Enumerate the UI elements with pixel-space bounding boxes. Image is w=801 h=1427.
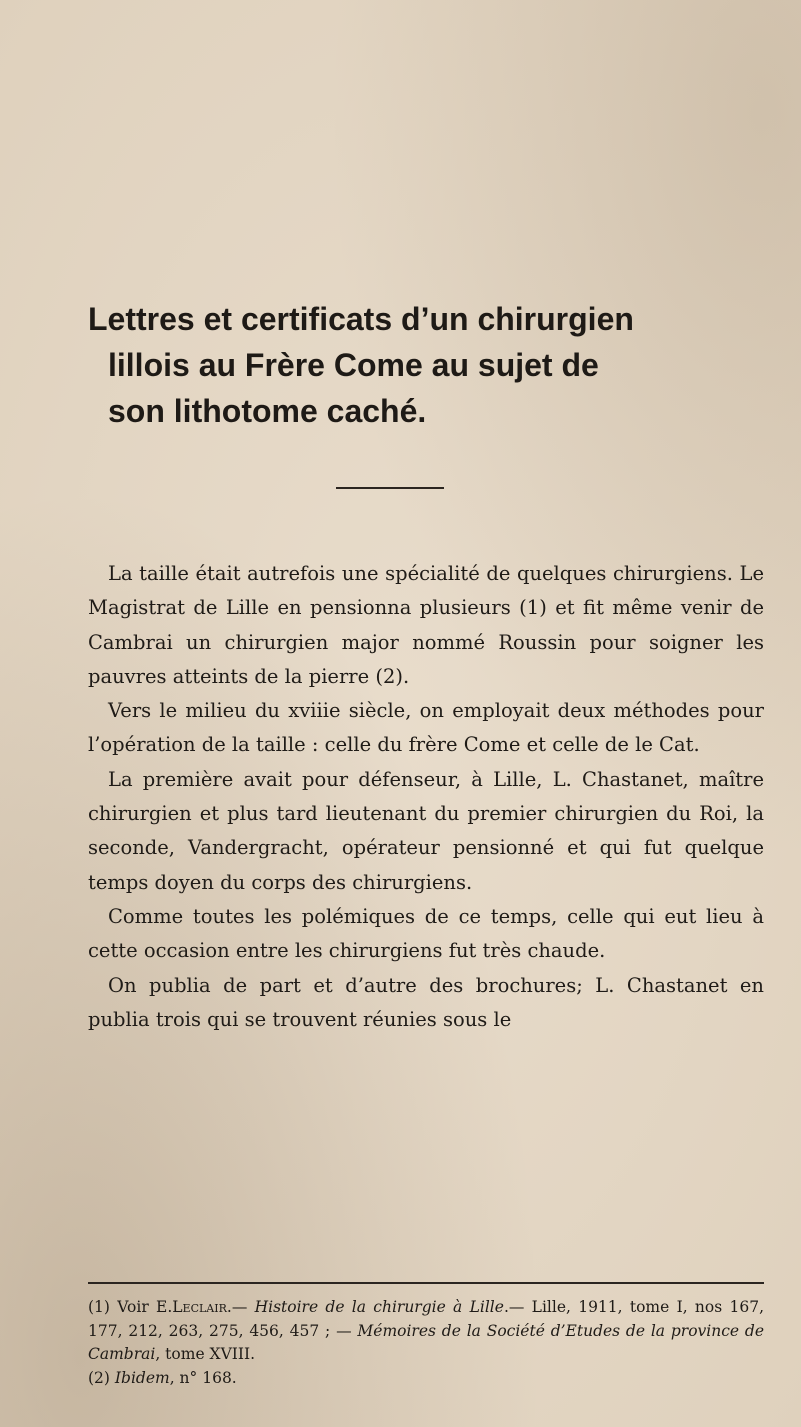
body-paragraph-5: On publia de part et d’autre des brochures; L. Chastanet en publia trois qui se trouvent réunies sous le	[88, 973, 764, 1031]
footnote-1-end: , tome XVIII.	[155, 1345, 256, 1363]
footnote-1-marker: (1)	[88, 1298, 110, 1316]
footnote-separator-rule	[88, 1282, 764, 1284]
title-line-3: son lithotome caché.	[108, 393, 427, 429]
footnote-2	[88, 1367, 764, 1391]
body-paragraph-3: La première avait pour défenseur, à Lille, L. Chastanet, maître chirurgien et plus tard lieutenant du premier chirurgien du Roi, la seconde, Vandergracht, opérateur pensionné et qui fut quelque temps doyen du corps des chirurgiens.	[88, 767, 764, 894]
body-paragraph-4: Comme toutes les polémiques de ce temps, celle qui eut lieu à cette occasion entre les chirurgiens fut très chaude.	[88, 904, 764, 963]
title-line-2: lillois au Frère Come au sujet de	[108, 347, 599, 383]
title-separator-rule	[336, 487, 444, 489]
body-paragraph-2: Vers le milieu du xviiie siècle, on employait deux méthodes pour l’opération de la taille : celle du frère Come et celle de le Cat.	[88, 699, 764, 757]
footnote-2-marker: (2)	[88, 1368, 110, 1387]
footnote-1-author: Leclair	[172, 1298, 227, 1316]
footnote-1-sep: .—	[226, 1298, 255, 1316]
footnote-1-details: .— Lille, 1911, tome I, nos 167, 177, 212, 263, 275, 456, 457 ; —	[88, 1298, 764, 1340]
footnote-1-work-2: Mémoires de la Société d’Etudes de la province de Cambrai	[88, 1321, 764, 1363]
body-paragraph-1: La taille était autrefois une spécialité de quelques chirurgiens. Le Magistrat de Lille en pensionna plusieurs (1) et fit même venir de Cambrai un chirurgien major nommé Roussin pour soigner les pauvres atteints de la pierre (2).	[88, 562, 764, 688]
footnote-2-rest: , n° 168.	[169, 1368, 237, 1387]
title-line-1: Lettres et certificats d’un chirurgien	[88, 301, 634, 337]
article-title	[88, 296, 768, 434]
article-body	[88, 557, 764, 1037]
footnote-1-work-1: Histoire de la chirurgie à Lille	[254, 1298, 504, 1316]
footnote-1-voir: Voir E.	[117, 1298, 173, 1316]
footnotes	[88, 1296, 764, 1390]
footnote-2-ibidem: Ibidem	[114, 1368, 170, 1387]
footnote-1	[88, 1296, 764, 1367]
